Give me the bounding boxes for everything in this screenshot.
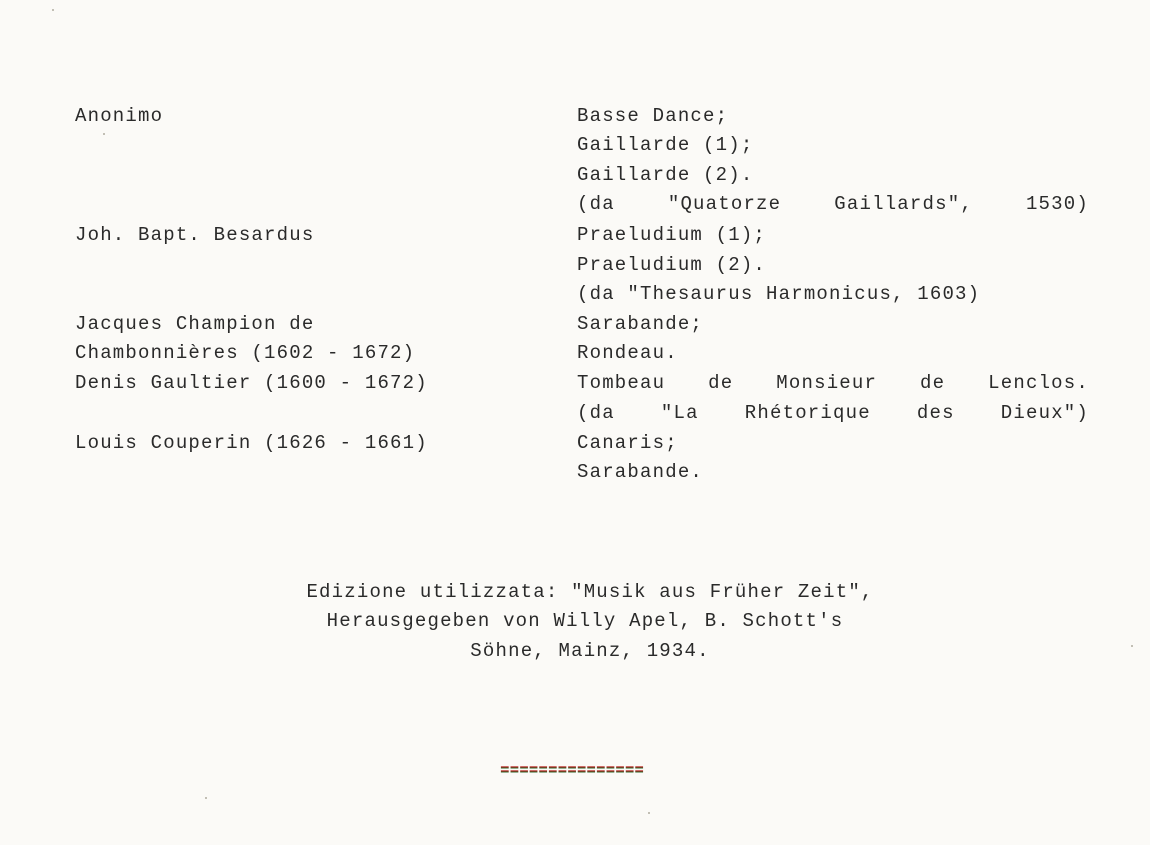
- source-word: "Quatorze: [667, 193, 782, 215]
- composer-champion-line-1: Jacques Champion de: [75, 313, 315, 335]
- piece-tombeau: [577, 368, 1089, 398]
- source-word: Rhétorique: [744, 402, 871, 424]
- source-word: 1530): [1025, 193, 1089, 215]
- paper-speck: [103, 133, 105, 135]
- source-quatorze-gaillards: [577, 189, 1089, 219]
- tombeau-word: de: [920, 372, 946, 394]
- paper-speck: [1131, 645, 1133, 647]
- piece-sarabande-2: Sarabande.: [577, 461, 704, 483]
- edition-line-2: Herausgegeben von Willy Apel, B. Schott's: [326, 610, 844, 632]
- piece-gaillarde-2: Gaillarde (2).: [577, 164, 754, 186]
- paper-speck: [648, 812, 650, 814]
- piece-rondeau: Rondeau.: [577, 342, 678, 364]
- composer-anonimo: Anonimo: [75, 105, 164, 127]
- separator-rule: ===============: [500, 761, 645, 779]
- piece-sarabande-1: Sarabande;: [577, 313, 704, 335]
- composer-gaultier: Denis Gaultier (1600 - 1672): [75, 372, 428, 394]
- tombeau-word: Tombeau: [577, 372, 666, 394]
- composer-champion-line-2: Chambonnières (1602 - 1672): [75, 342, 416, 364]
- piece-praeludium-2: Praeludium (2).: [577, 254, 767, 276]
- source-thesaurus-harmonicus: (da "Thesaurus Harmonicus, 1603): [577, 283, 981, 305]
- composer-couperin: Louis Couperin (1626 - 1661): [75, 432, 428, 454]
- source-word: (da: [577, 402, 615, 424]
- edition-line-1: Edizione utilizzata: "Musik aus Früher Zeit",: [306, 581, 874, 603]
- paper-speck: [205, 797, 207, 799]
- composer-besardus: Joh. Bapt. Besardus: [75, 224, 315, 246]
- tombeau-word: Monsieur: [776, 372, 878, 394]
- piece-praeludium-1: Praeludium (1);: [577, 224, 767, 246]
- source-word: "La: [660, 402, 699, 424]
- source-word: Gaillards",: [834, 193, 973, 215]
- piece-gaillarde-1: Gaillarde (1);: [577, 134, 754, 156]
- source-word: (da: [577, 193, 615, 215]
- tombeau-word: de: [708, 372, 734, 394]
- paper-speck: [52, 9, 54, 11]
- piece-canaris: Canaris;: [577, 432, 678, 454]
- tombeau-word: Lenclos.: [988, 372, 1089, 394]
- piece-basse-dance: Basse Dance;: [577, 105, 729, 127]
- source-word: Dieux"): [1000, 402, 1089, 424]
- source-word: des: [916, 402, 955, 424]
- source-rhetorique-des-dieux: [577, 398, 1089, 428]
- edition-line-3: Söhne, Mainz, 1934.: [470, 640, 710, 662]
